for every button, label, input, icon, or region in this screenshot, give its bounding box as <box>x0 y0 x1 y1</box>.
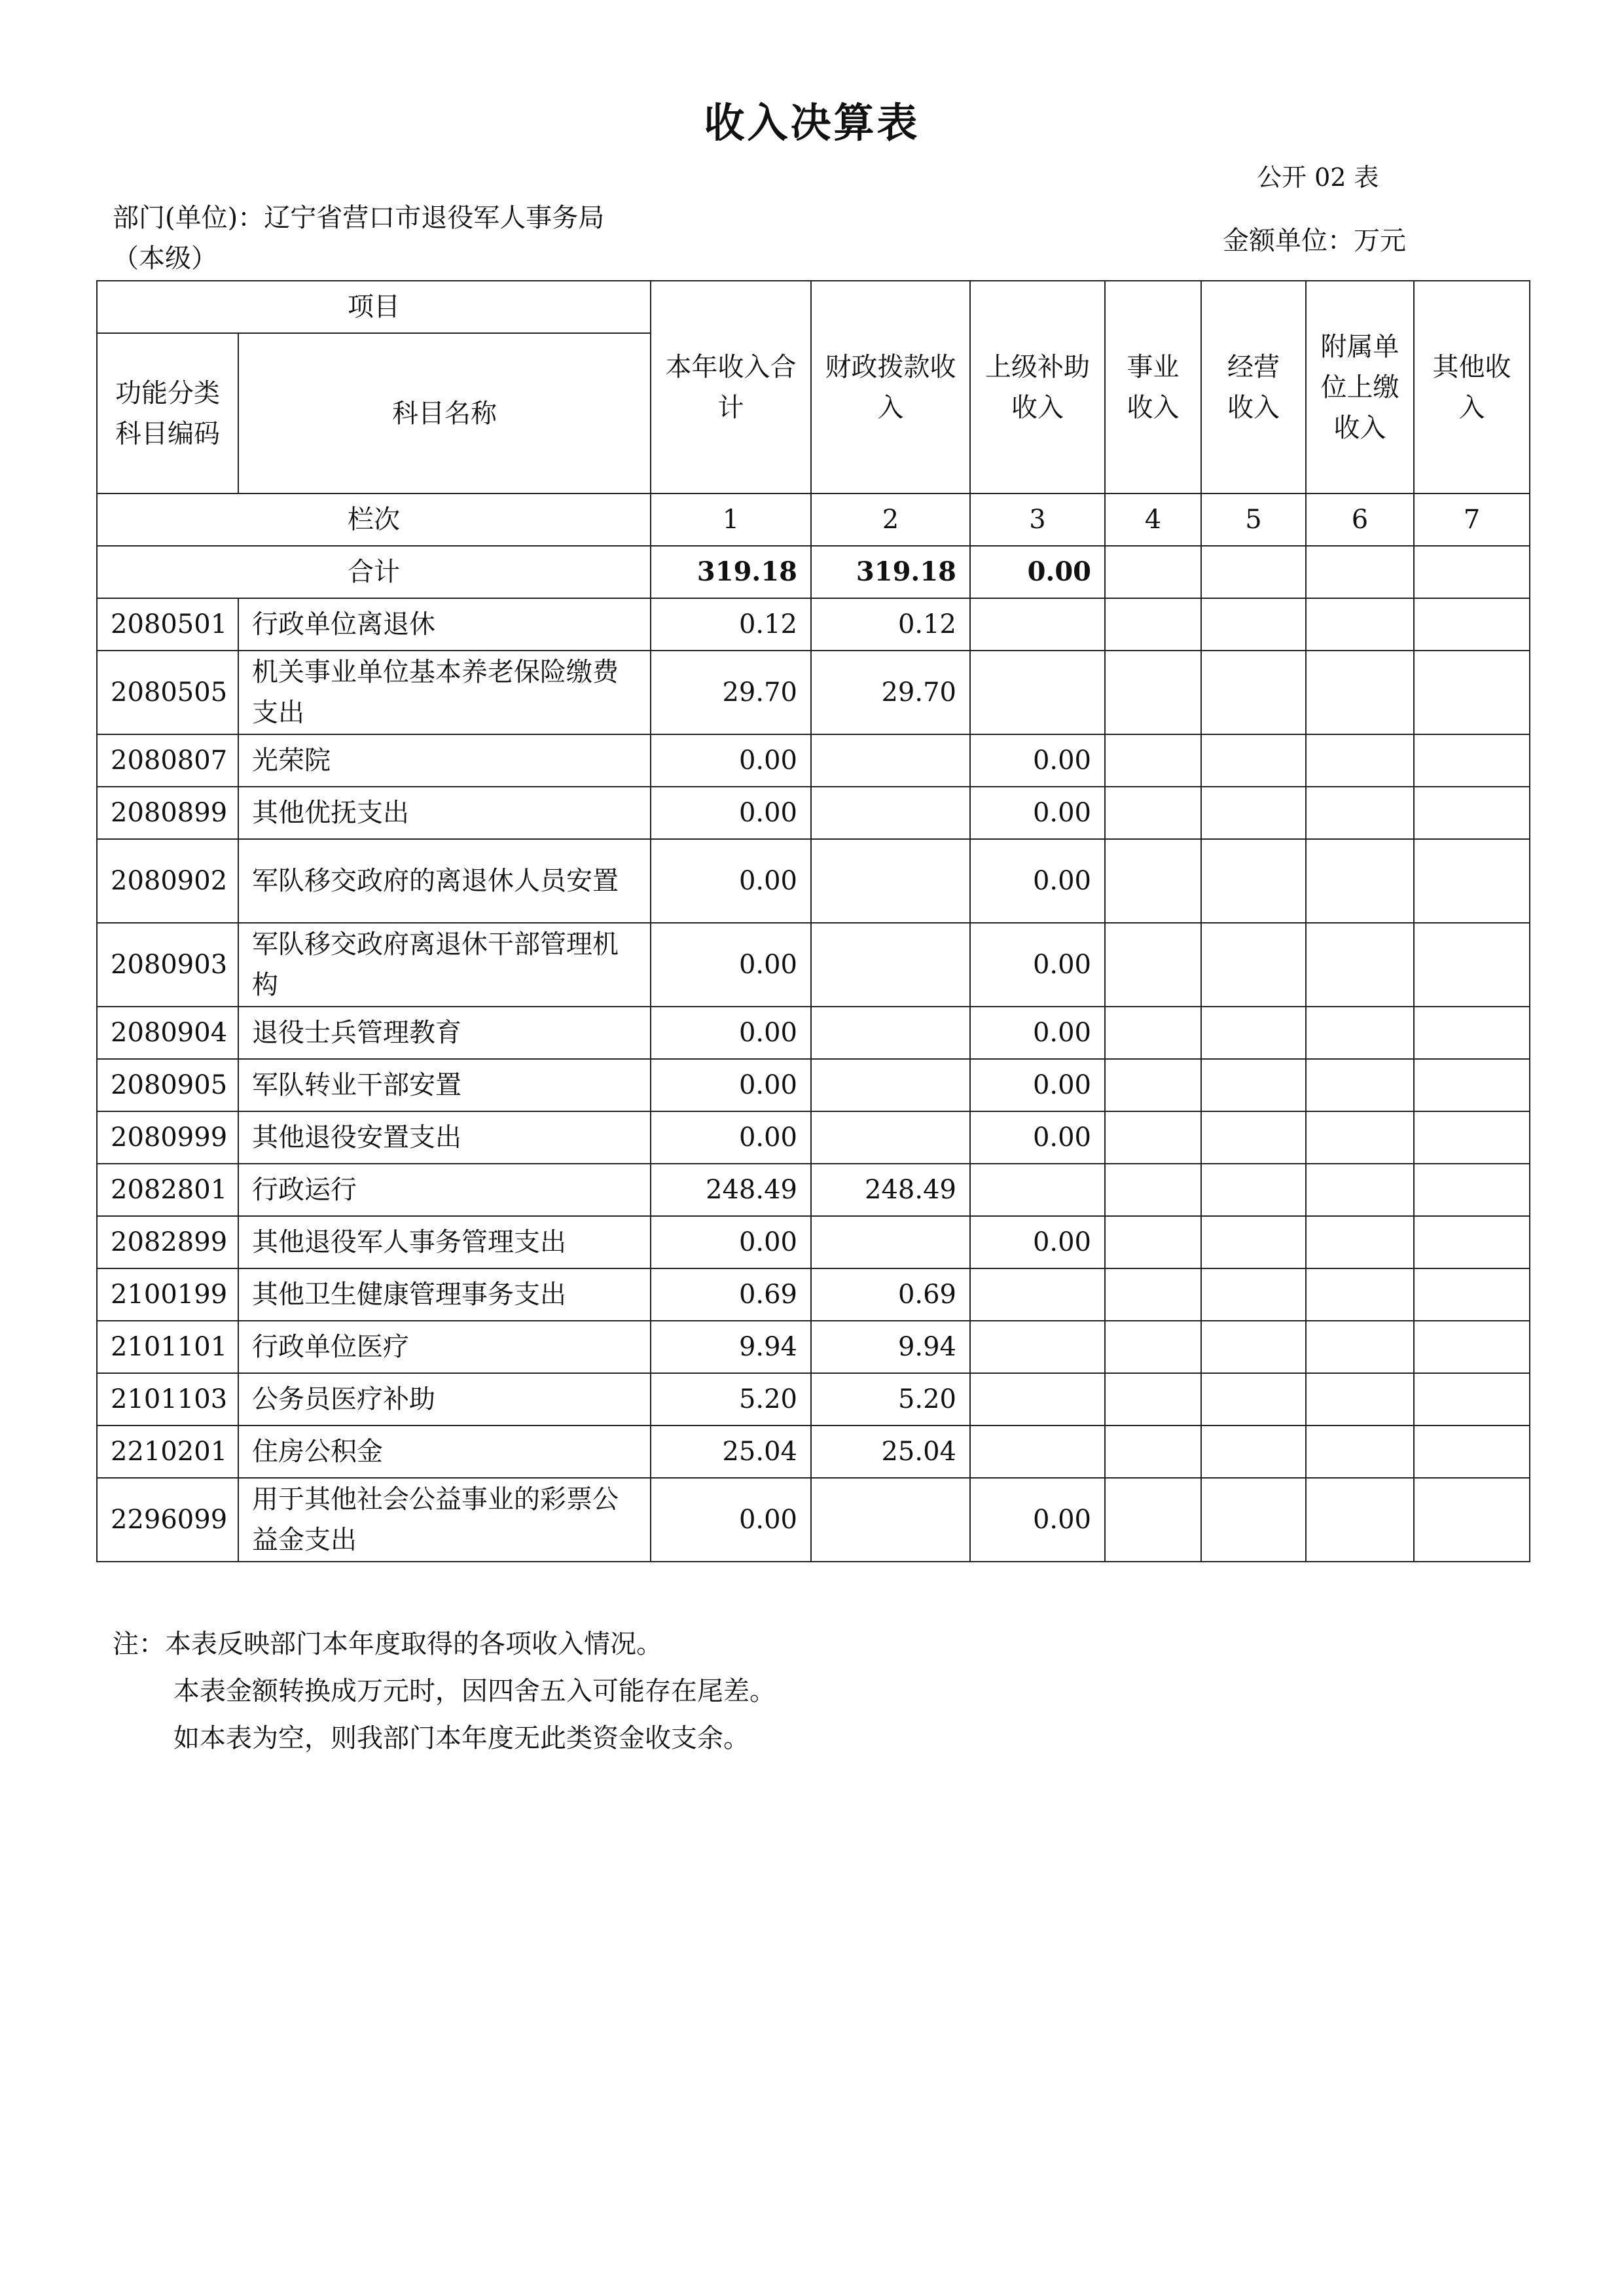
table-row <box>97 1426 1530 1478</box>
row-value <box>1201 1373 1306 1426</box>
row-value: 0.00 <box>970 734 1105 787</box>
row-value <box>1201 787 1306 839</box>
row-value <box>1105 1478 1201 1562</box>
table-row <box>97 1478 1530 1562</box>
note-line: 本表金额转换成万元时，因四舍五入可能存在尾差。 <box>173 1676 776 1706</box>
row-value <box>811 1216 970 1268</box>
row-value <box>1105 1373 1201 1426</box>
total-value: 0.00 <box>970 546 1105 598</box>
total-value <box>1105 546 1201 598</box>
table-row <box>97 1164 1530 1216</box>
row-value <box>811 1478 970 1562</box>
table-row <box>97 1373 1530 1426</box>
row-name: 其他退役军人事务管理支出 <box>238 1216 651 1268</box>
department-info <box>113 198 604 279</box>
row-value <box>1201 1216 1306 1268</box>
row-value <box>1306 1478 1414 1562</box>
row-value <box>1201 1478 1306 1562</box>
table-row <box>97 1111 1530 1164</box>
row-value <box>811 734 970 787</box>
row-code: 2080505 <box>97 651 238 734</box>
column-number: 3 <box>970 493 1105 546</box>
row-value: 5.20 <box>651 1373 811 1426</box>
income-table <box>96 280 1530 1562</box>
row-code: 2080501 <box>97 598 238 651</box>
row-name: 行政单位离退休 <box>238 598 651 651</box>
total-value <box>1414 546 1530 598</box>
row-value <box>1201 1164 1306 1216</box>
row-value <box>1306 1059 1414 1111</box>
table-row <box>97 651 1530 734</box>
row-value <box>1414 787 1530 839</box>
row-value: 25.04 <box>651 1426 811 1478</box>
table-row <box>97 1007 1530 1059</box>
row-value <box>1201 839 1306 923</box>
row-value <box>1414 1426 1530 1478</box>
column-number: 7 <box>1414 493 1530 546</box>
row-value <box>1306 839 1414 923</box>
amount-unit: 金额单位：万元 <box>1223 226 1406 256</box>
row-value <box>1306 1373 1414 1426</box>
row-value <box>1201 1426 1306 1478</box>
row-value <box>1414 651 1530 734</box>
row-value: 248.49 <box>651 1164 811 1216</box>
row-value: 0.00 <box>970 839 1105 923</box>
row-value <box>1105 1216 1201 1268</box>
total-value <box>1201 546 1306 598</box>
row-value <box>811 1007 970 1059</box>
row-name: 住房公积金 <box>238 1426 651 1478</box>
row-value <box>1105 1111 1201 1164</box>
row-value: 0.00 <box>970 1111 1105 1164</box>
row-value <box>1105 1426 1201 1478</box>
row-value <box>1201 734 1306 787</box>
column-number: 1 <box>651 493 811 546</box>
table-row <box>97 734 1530 787</box>
row-value <box>1306 1164 1414 1216</box>
row-value <box>1201 923 1306 1007</box>
header-col-1: 本年收入合计 <box>651 281 811 493</box>
row-value: 0.00 <box>651 1059 811 1111</box>
row-value <box>1414 1268 1530 1321</box>
column-number: 6 <box>1306 493 1414 546</box>
row-value <box>1201 1111 1306 1164</box>
row-value <box>1105 734 1201 787</box>
row-value <box>1414 1164 1530 1216</box>
row-value: 5.20 <box>811 1373 970 1426</box>
row-value <box>1306 923 1414 1007</box>
header-item: 项目 <box>97 281 651 333</box>
header-code: 功能分类科目编码 <box>97 333 238 493</box>
header-col-3: 上级补助收入 <box>970 281 1105 493</box>
row-value <box>1414 1007 1530 1059</box>
row-value <box>1306 1321 1414 1373</box>
row-value <box>1306 1216 1414 1268</box>
row-value <box>1306 1007 1414 1059</box>
row-value: 0.69 <box>651 1268 811 1321</box>
row-value <box>1306 1268 1414 1321</box>
row-value <box>1306 598 1414 651</box>
row-value <box>1105 787 1201 839</box>
row-value <box>1105 1164 1201 1216</box>
row-value <box>1105 1007 1201 1059</box>
row-name: 光荣院 <box>238 734 651 787</box>
header-name: 科目名称 <box>238 333 651 493</box>
total-label: 合计 <box>97 546 651 598</box>
row-value: 0.00 <box>970 1216 1105 1268</box>
table-row <box>97 1268 1530 1321</box>
row-value <box>1105 1321 1201 1373</box>
row-value <box>1414 1111 1530 1164</box>
row-value <box>811 787 970 839</box>
row-value <box>1414 1478 1530 1562</box>
row-value <box>970 1164 1105 1216</box>
row-value: 0.00 <box>651 1478 811 1562</box>
row-code: 2080904 <box>97 1007 238 1059</box>
notes <box>113 1621 776 1762</box>
table-row <box>97 787 1530 839</box>
row-name: 其他优抚支出 <box>238 787 651 839</box>
row-name: 公务员医疗补助 <box>238 1373 651 1426</box>
row-name: 军队转业干部安置 <box>238 1059 651 1111</box>
department-name: 部门(单位)：辽宁省营口市退役军人事务局 <box>113 203 605 233</box>
total-value: 319.18 <box>811 546 970 598</box>
form-number: 公开 02 表 <box>1257 163 1379 192</box>
row-value: 29.70 <box>811 651 970 734</box>
row-value: 25.04 <box>811 1426 970 1478</box>
row-code: 2100199 <box>97 1268 238 1321</box>
row-value <box>1306 787 1414 839</box>
row-value: 0.00 <box>651 1111 811 1164</box>
row-value <box>970 1373 1105 1426</box>
row-value: 0.12 <box>651 598 811 651</box>
row-code: 2080807 <box>97 734 238 787</box>
row-name: 行政运行 <box>238 1164 651 1216</box>
row-value <box>1105 1059 1201 1111</box>
row-value <box>1414 1059 1530 1111</box>
page-title: 收入决算表 <box>704 99 920 147</box>
row-code: 2101101 <box>97 1321 238 1373</box>
row-value <box>1201 598 1306 651</box>
row-code: 2080902 <box>97 839 238 923</box>
row-value: 248.49 <box>811 1164 970 1216</box>
row-value <box>1105 839 1201 923</box>
row-value <box>1105 1268 1201 1321</box>
row-name: 退役士兵管理教育 <box>238 1007 651 1059</box>
table-row <box>97 598 1530 651</box>
row-value: 0.00 <box>651 839 811 923</box>
row-name: 用于其他社会公益事业的彩票公益金支出 <box>238 1478 651 1562</box>
row-name: 军队移交政府的离退休人员安置 <box>238 839 651 923</box>
row-value <box>970 1268 1105 1321</box>
table-row <box>97 1321 1530 1373</box>
header-col-7: 其他收入 <box>1414 281 1530 493</box>
row-value: 0.00 <box>651 1216 811 1268</box>
row-value <box>1414 598 1530 651</box>
row-code: 2082801 <box>97 1164 238 1216</box>
row-value <box>1201 1059 1306 1111</box>
row-value: 0.00 <box>651 923 811 1007</box>
row-value: 0.69 <box>811 1268 970 1321</box>
row-code: 2101103 <box>97 1373 238 1426</box>
table-row <box>97 1059 1530 1111</box>
row-value <box>970 1426 1105 1478</box>
column-index-row <box>97 493 1530 546</box>
row-value <box>1105 598 1201 651</box>
row-value <box>1201 1321 1306 1373</box>
total-row <box>97 546 1530 598</box>
row-name: 机关事业单位基本养老保险缴费支出 <box>238 651 651 734</box>
row-code: 2080999 <box>97 1111 238 1164</box>
row-value <box>1306 651 1414 734</box>
header-col-5: 经营收入 <box>1201 281 1306 493</box>
table-row <box>97 1216 1530 1268</box>
row-value: 0.00 <box>970 787 1105 839</box>
row-value <box>1201 1007 1306 1059</box>
row-value: 0.00 <box>970 1478 1105 1562</box>
header-col-4: 事业收入 <box>1105 281 1201 493</box>
row-code: 2080903 <box>97 923 238 1007</box>
row-value <box>970 598 1105 651</box>
row-name: 其他退役安置支出 <box>238 1111 651 1164</box>
row-value <box>1306 1111 1414 1164</box>
row-value <box>1414 839 1530 923</box>
row-value <box>1414 923 1530 1007</box>
row-value: 0.00 <box>651 734 811 787</box>
row-name: 军队移交政府离退休干部管理机构 <box>238 923 651 1007</box>
row-value <box>1414 1373 1530 1426</box>
row-value: 9.94 <box>811 1321 970 1373</box>
row-value: 0.00 <box>970 923 1105 1007</box>
row-code: 2080905 <box>97 1059 238 1111</box>
row-value <box>811 1111 970 1164</box>
row-value: 0.00 <box>970 1059 1105 1111</box>
column-index-label: 栏次 <box>97 493 651 546</box>
header-col-6: 附属单位上缴收入 <box>1306 281 1414 493</box>
row-value: 0.00 <box>651 787 811 839</box>
row-value <box>1105 923 1201 1007</box>
header-col-2: 财政拨款收入 <box>811 281 970 493</box>
column-number: 5 <box>1201 493 1306 546</box>
row-value <box>1306 1426 1414 1478</box>
note-line: 如本表为空，则我部门本年度无此类资金收支余。 <box>173 1723 749 1753</box>
row-value <box>970 651 1105 734</box>
row-value <box>1414 734 1530 787</box>
row-value <box>1105 651 1201 734</box>
total-value: 319.18 <box>651 546 811 598</box>
header-row-top <box>97 281 1530 333</box>
row-code: 2210201 <box>97 1426 238 1478</box>
column-number: 2 <box>811 493 970 546</box>
table-row <box>97 923 1530 1007</box>
row-name: 其他卫生健康管理事务支出 <box>238 1268 651 1321</box>
row-value: 0.00 <box>970 1007 1105 1059</box>
row-value <box>1201 651 1306 734</box>
row-name: 行政单位医疗 <box>238 1321 651 1373</box>
department-level: （本级） <box>113 243 217 274</box>
row-code: 2296099 <box>97 1478 238 1562</box>
row-value: 29.70 <box>651 651 811 734</box>
row-value <box>1201 1268 1306 1321</box>
row-value: 0.00 <box>651 1007 811 1059</box>
row-value <box>1414 1321 1530 1373</box>
row-value <box>811 1059 970 1111</box>
row-value <box>811 923 970 1007</box>
row-value <box>1306 734 1414 787</box>
total-value <box>1306 546 1414 598</box>
row-value <box>811 839 970 923</box>
row-value <box>1414 1216 1530 1268</box>
table-row <box>97 839 1530 923</box>
note-line: 注：本表反映部门本年度取得的各项收入情况。 <box>113 1629 662 1659</box>
row-code: 2080899 <box>97 787 238 839</box>
row-value: 0.12 <box>811 598 970 651</box>
row-value: 9.94 <box>651 1321 811 1373</box>
column-number: 4 <box>1105 493 1201 546</box>
row-code: 2082899 <box>97 1216 238 1268</box>
row-value <box>970 1321 1105 1373</box>
